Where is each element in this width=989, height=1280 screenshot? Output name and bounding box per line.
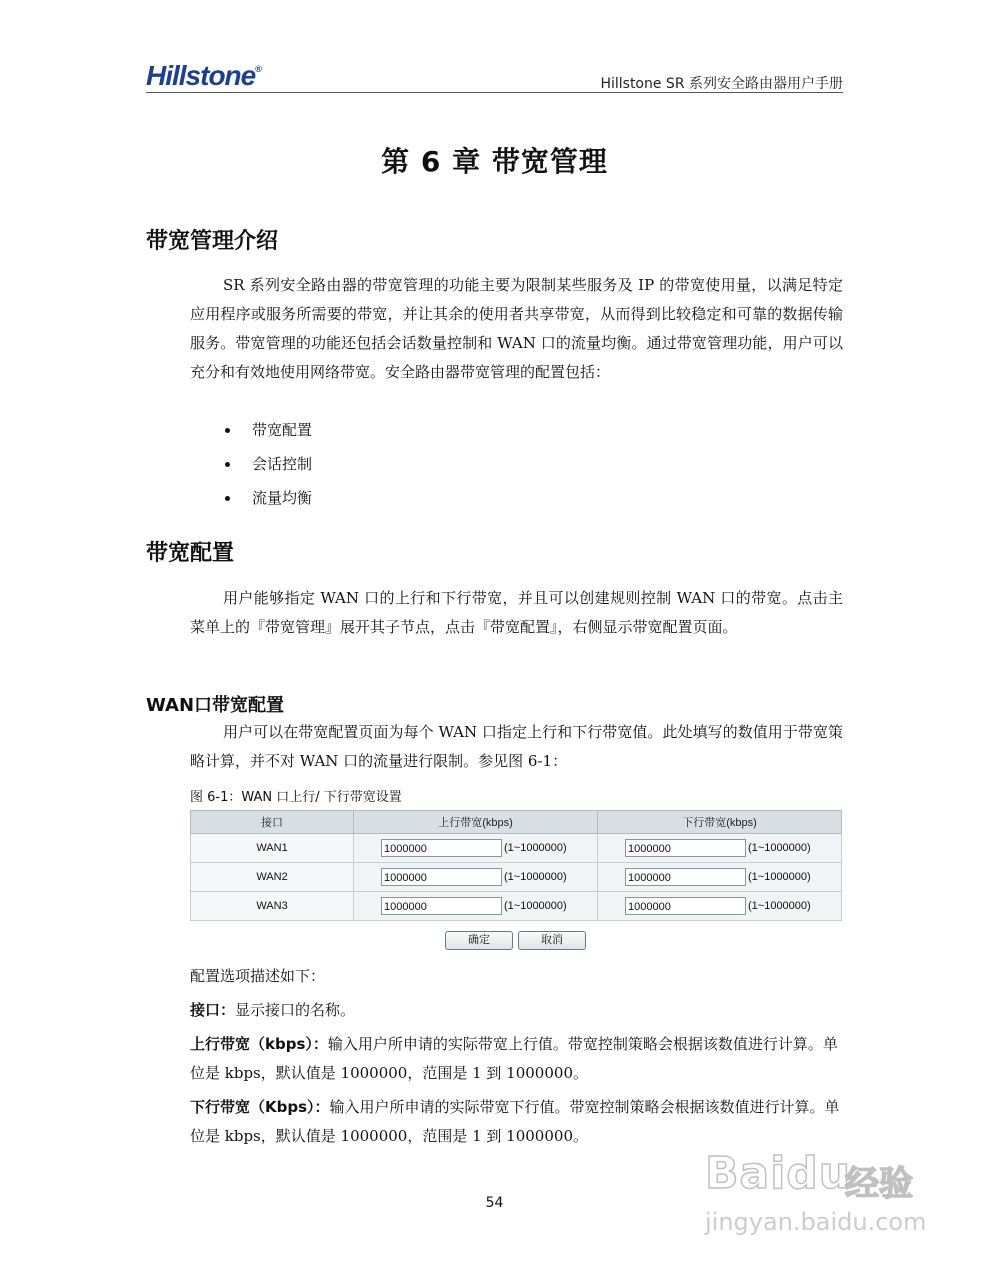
bandwidth-config-heading: 带宽配置: [146, 541, 235, 566]
wan1-downstream-input[interactable]: 1000000: [625, 839, 746, 857]
chapter-title: 第 6 章 带宽管理: [381, 145, 608, 178]
option-upstream: [190, 1030, 843, 1088]
option-downstream: [190, 1093, 843, 1151]
option-label: 上行带宽（kbps）：: [190, 1035, 328, 1053]
range-hint: (1~1000000): [504, 900, 567, 912]
option-desc: 显示接口的名称。: [235, 1001, 356, 1019]
hillstone-logo: Hillstone®: [146, 60, 261, 91]
bullet-item: 流量均衡: [222, 484, 312, 518]
wan-bandwidth-table: [190, 810, 842, 921]
range-hint: (1~1000000): [748, 900, 811, 912]
wan3-downstream-input[interactable]: 1000000: [625, 897, 746, 915]
bandwidth-config-paragraph: 用户能够指定 WAN 口的上行和下行带宽，并且可以创建规则控制 WAN 口的带宽。点击主菜单上的『带宽管理』展开其子节点，点击『带宽配置』，右侧显示带宽配置页面。: [190, 589, 843, 636]
config-bullet-list: [222, 416, 312, 518]
interface-name: WAN3: [191, 892, 354, 921]
interface-name: WAN2: [191, 863, 354, 892]
option-interface: [190, 996, 843, 1025]
range-hint: (1~1000000): [504, 842, 567, 854]
option-desc: 输入用户所申请的实际带宽上行值。带宽控制策略会根据该数值进行计算。单位是 kbps，默认值是 1000000，范围是 1 到 1000000。: [190, 1035, 838, 1082]
table-row: [191, 892, 842, 921]
figure-caption: 图 6-1：WAN 口上行/ 下行带宽设置: [190, 790, 402, 805]
interface-name: WAN1: [191, 834, 354, 863]
option-label: 接口：: [190, 1001, 236, 1019]
table-row: [191, 863, 842, 892]
watermark-url: jingyan.baidu.com: [705, 1208, 927, 1236]
ok-button[interactable]: 确定: [445, 931, 513, 950]
header-interface: 接口: [191, 811, 354, 834]
wan1-upstream-input[interactable]: 1000000: [381, 839, 502, 857]
wan2-upstream-input[interactable]: 1000000: [381, 868, 502, 886]
watermark-brand: Baidu: [705, 1148, 852, 1199]
baidu-watermark: [705, 1148, 955, 1258]
wan-config-paragraph: 用户可以在带宽配置页面为每个 WAN 口指定上行和下行带宽值。此处填写的数值用于带宽策略计算，并不对 WAN 口的流量进行限制。参见图 6-1：: [190, 723, 843, 770]
wan3-upstream-input[interactable]: 1000000: [381, 897, 502, 915]
header-downstream: 下行带宽(kbps): [598, 811, 842, 834]
header-upstream: 上行带宽(kbps): [354, 811, 598, 834]
wan-config-heading: WAN口带宽配置: [146, 695, 285, 716]
wan2-downstream-input[interactable]: 1000000: [625, 868, 746, 886]
header-divider: [146, 92, 843, 93]
downstream-cell: [598, 863, 842, 892]
range-hint: (1~1000000): [748, 871, 811, 883]
upstream-cell: [354, 834, 598, 863]
options-intro: 配置选项描述如下：: [190, 967, 326, 985]
header-title: Hillstone SR 系列安全路由器用户手册: [600, 76, 843, 92]
bullet-item: 会话控制: [222, 450, 312, 484]
upstream-cell: [354, 892, 598, 921]
upstream-cell: [354, 863, 598, 892]
table-header-row: [191, 811, 842, 834]
bullet-item: 带宽配置: [222, 416, 312, 450]
page-number: 54: [485, 1195, 504, 1211]
range-hint: (1~1000000): [748, 842, 811, 854]
downstream-cell: [598, 834, 842, 863]
range-hint: (1~1000000): [504, 871, 567, 883]
watermark-cn: 经验: [845, 1164, 913, 1204]
intro-heading: 带宽管理介绍: [146, 229, 279, 254]
cancel-button[interactable]: 取消: [518, 931, 586, 950]
option-label: 下行带宽（Kbps）：: [190, 1098, 330, 1116]
intro-paragraph: SR 系列安全路由器的带宽管理的功能主要为限制某些服务及 IP 的带宽使用量，以满足特定应用程序或服务所需要的带宽，并让其余的使用者共享带宽，从而得到比较稳定和可靠的数据传输服务。带宽管理的功能还包括会话数量控制和 WAN 口的流量均衡。通过带宽管理功能，用户可以充分和有效地使用网络带宽。安全路由器带宽管理的配置包括：: [190, 276, 843, 381]
table-row: [191, 834, 842, 863]
downstream-cell: [598, 892, 842, 921]
option-desc: 输入用户所申请的实际带宽下行值。带宽控制策略会根据该数值进行计算。单位是 kbps，默认值是 1000000，范围是 1 到 1000000。: [190, 1098, 840, 1145]
